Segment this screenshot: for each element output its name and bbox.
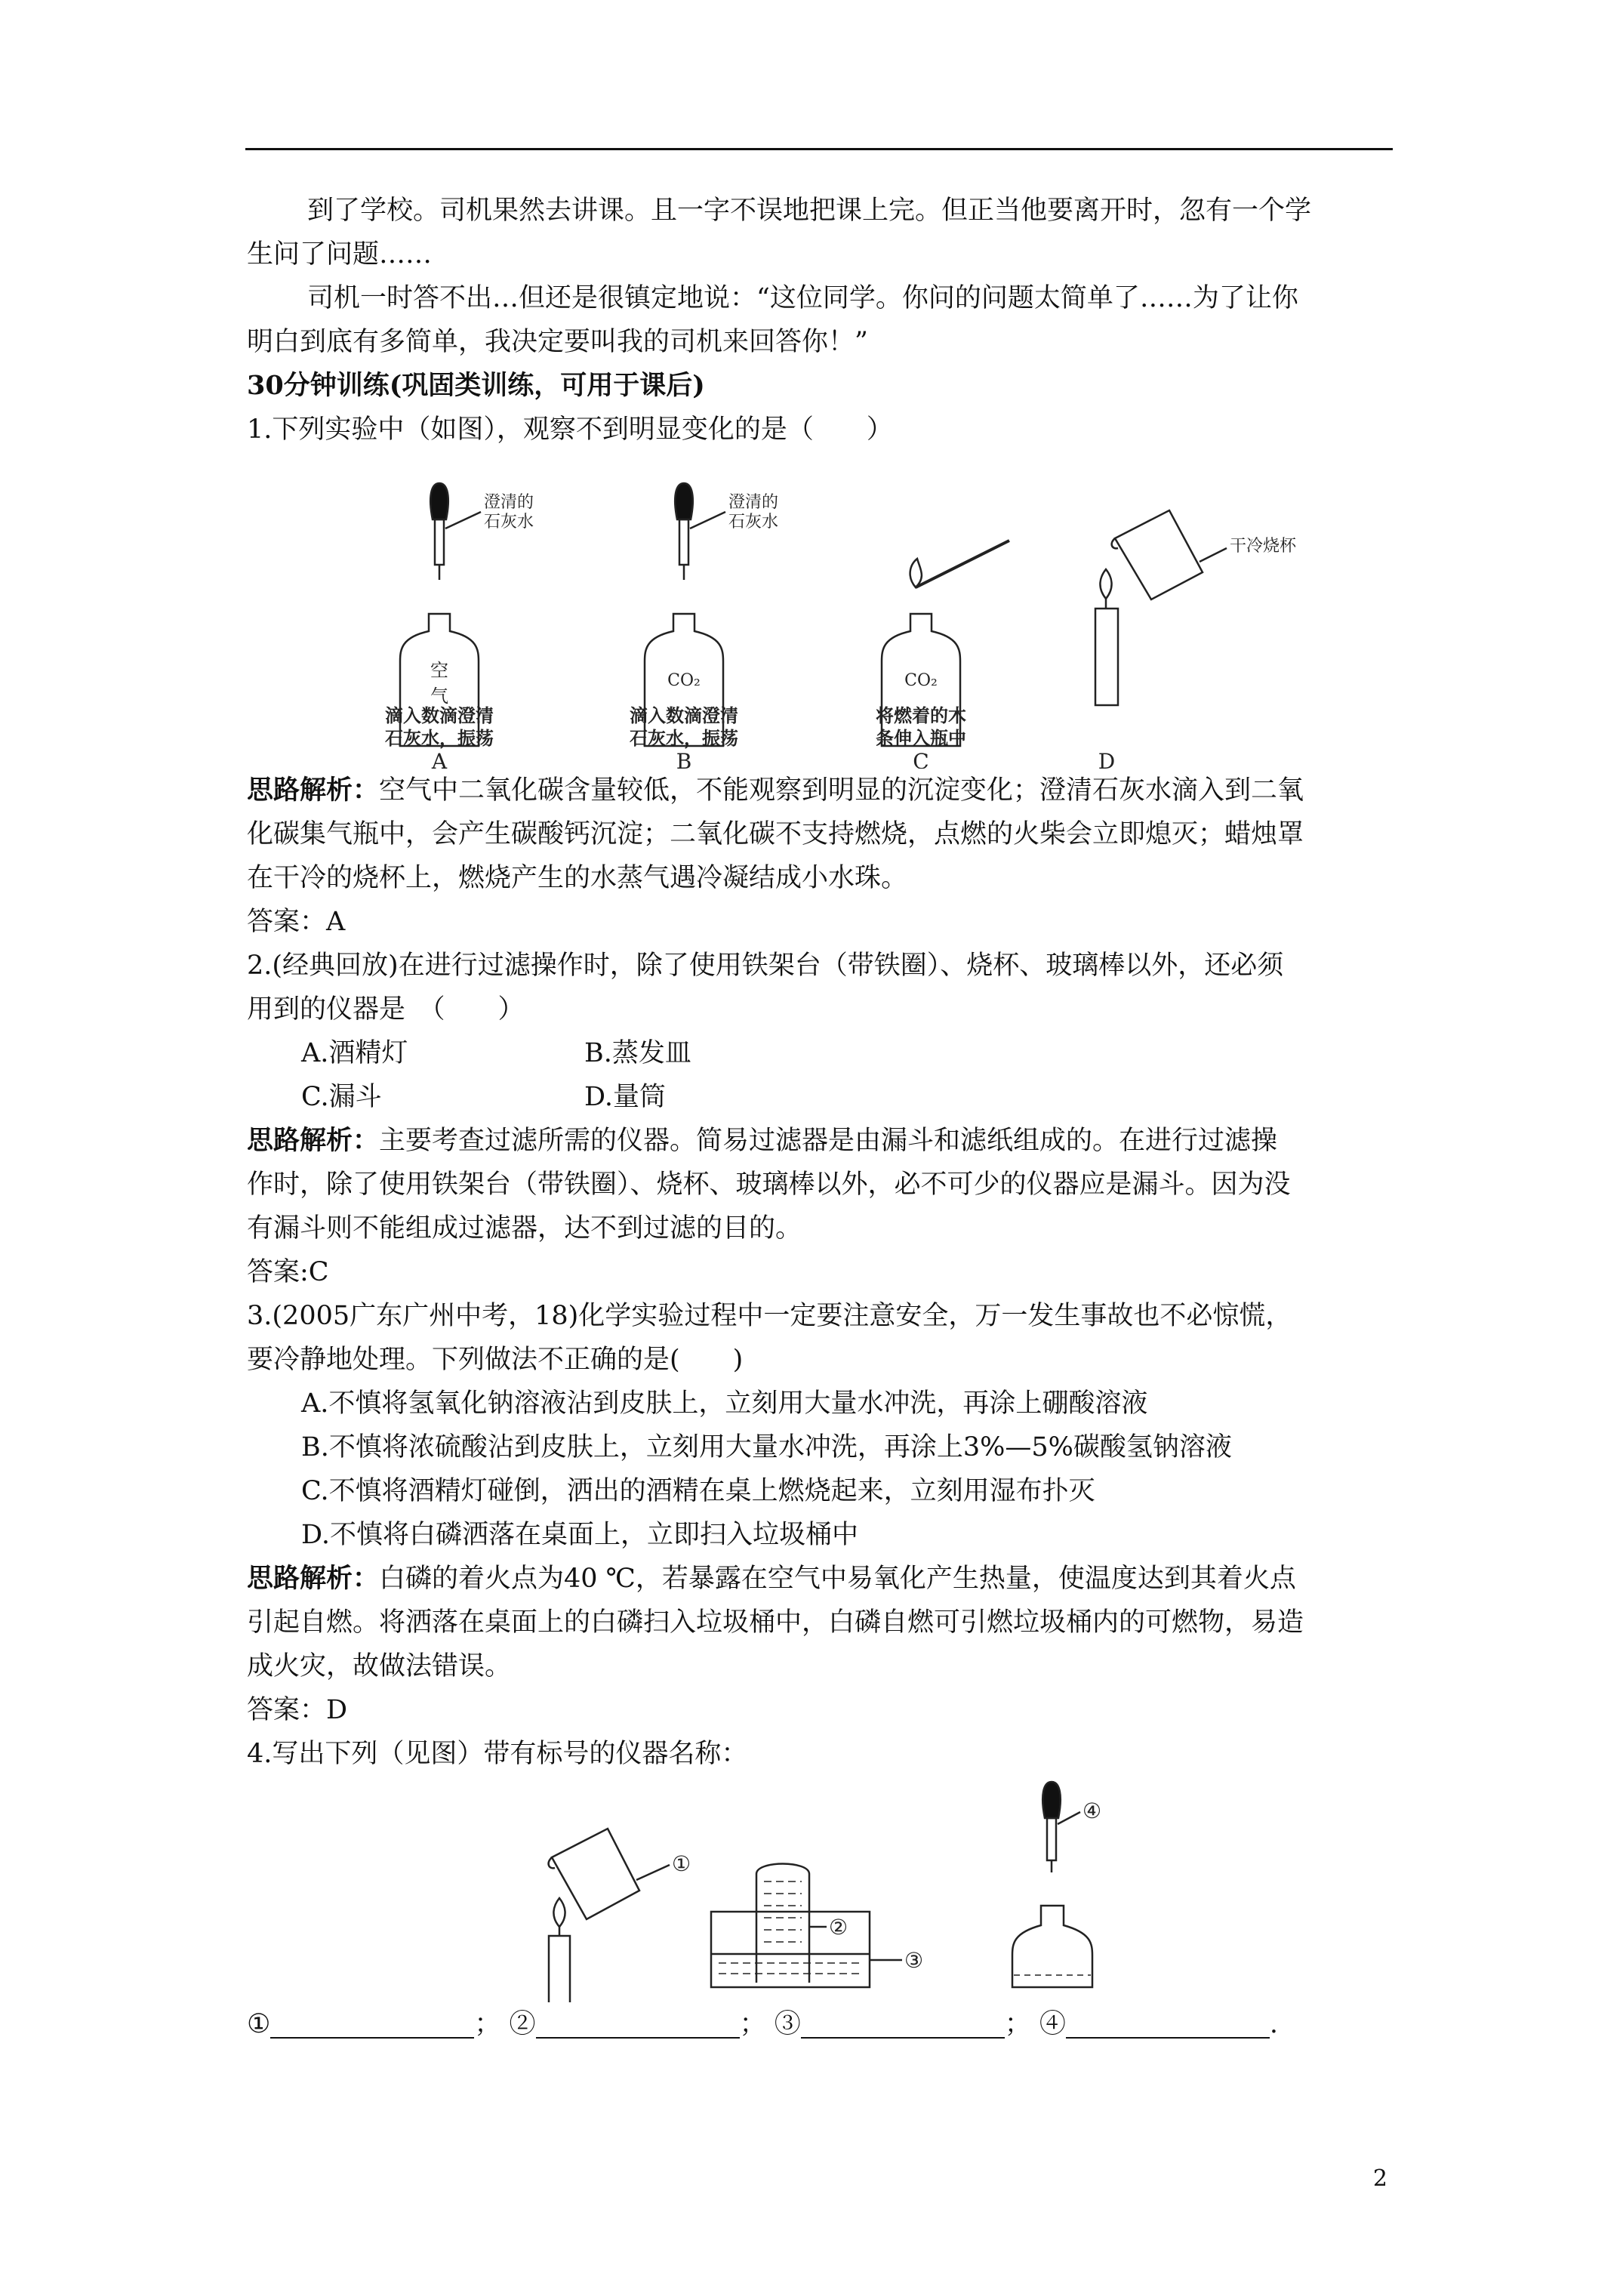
q4-stem: 4.写出下列（见图）带有标号的仪器名称： (247, 1739, 748, 1769)
q1-b-caption-1: 滴入数滴澄清 (630, 704, 738, 726)
q3-answer: 答案：D (247, 1695, 348, 1725)
q1-c-letter: C (913, 749, 929, 769)
q2-option-d: D.量筒 (584, 1082, 666, 1112)
q2-option-c: C.漏斗 (301, 1082, 382, 1112)
intro-para2-line2: 明白到底有多简单，我决定要叫我的司机来回答你！” (247, 327, 868, 357)
q4-blank-label-1: ① (247, 2009, 271, 2039)
q4-blank-label-3: ③ (774, 2009, 801, 2039)
q3-option-c: C.不慎将酒精灯碰倒，洒出的酒精在桌上燃烧起来，立刻用湿布扑灭 (301, 1476, 1095, 1506)
intro-para1-line1: 到了学校。司机果然去讲课。且一字不误地把课上完。但正当他要离开时，忽有一个学 (307, 196, 1312, 226)
intro-para1-line2: 生问了问题…… (247, 239, 433, 270)
q1-figure-svg (247, 451, 1394, 769)
q1-analysis-line2: 化碳集气瓶中，会产生碳酸钙沉淀；二氧化碳不支持燃烧，点燃的火柴会立即熄灭；蜡烛罩 (247, 819, 1304, 849)
q4-separator-2: ； (739, 2009, 766, 2039)
intro-para2-line1: 司机一时答不出…但还是很镇定地说：“这位同学。你问的问题太简单了……为了让你 (307, 283, 1298, 313)
q2-options-row2 (247, 1075, 1394, 1119)
q4-separator-3: ； (1004, 2009, 1031, 2039)
q1-stem: 1.下列实验中（如图），观察不到明显变化的是（ ） (247, 415, 893, 445)
q1-a-letter: A (431, 749, 448, 769)
q1-b-dropper-label-2: 石灰水 (728, 513, 779, 532)
q2-stem-line2: 用到的仪器是 （ ） (247, 994, 525, 1025)
q2-analysis-line3: 有漏斗则不能组成过滤器，达不到过滤的目的。 (247, 1213, 802, 1244)
q1-apparatus-d (1095, 510, 1227, 705)
q4-trough-and-cylinder (711, 1864, 902, 1988)
q2-analysis-label: 思路解析： (247, 1125, 380, 1156)
q1-c-caption-1: 将燃着的木 (876, 704, 966, 726)
q2-analysis-line2: 作时，除了使用铁架台（带铁圈）、烧杯、玻璃棒以外，必不可少的仪器应是漏斗。因为没 (247, 1170, 1291, 1200)
q4-answer-blank-1[interactable] (270, 2007, 474, 2039)
q3-analysis-line1: 白磷的着火点为40 ℃，若暴露在空气中易氧化产生热量，使温度达到其着火点 (379, 1564, 1296, 1594)
q4-blank-label-2: ② (509, 2009, 536, 2039)
q4-figure-label-1: ① (672, 1851, 691, 1876)
q4-figure-label-4: ④ (1083, 1798, 1102, 1823)
q3-option-a: A.不慎将氢氧化钠溶液沾到皮肤上，立刻用大量水冲洗，再涂上硼酸溶液 (301, 1388, 1148, 1419)
q1-c-bottle-text: CO₂ (904, 671, 938, 690)
q1-analysis-line1: 空气中二氧化碳含量较低，不能观察到明显的沉淀变化；澄清石灰水滴入到二氧 (379, 775, 1304, 806)
q3-option-d: D.不慎将白磷洒落在桌面上，立即扫入垃圾桶中 (301, 1520, 858, 1550)
q1-c-caption-2: 条伸入瓶中 (876, 727, 966, 749)
q4-dropper-and-bottle (1012, 1782, 1092, 1987)
q4-figure-label-3: ③ (904, 1948, 924, 1973)
q4-figure-label-2: ② (829, 1915, 848, 1940)
q1-b-letter: B (676, 749, 692, 769)
q4-answer-blank-2[interactable] (536, 2007, 740, 2039)
q1-analysis-label: 思路解析： (247, 775, 380, 806)
q1-d-letter: D (1098, 749, 1116, 769)
q4-figure-svg (247, 1776, 1394, 2002)
q4-separator-1: ； (474, 2009, 501, 2039)
q4-answer-blank-3[interactable] (801, 2007, 1005, 2039)
q2-option-b: B.蒸发皿 (584, 1038, 691, 1068)
document-body (247, 189, 1394, 2046)
q2-answer: 答案:C (247, 1257, 329, 1287)
q4-answer-blank-4[interactable] (1066, 2007, 1270, 2039)
q1-b-caption-2: 石灰水，振荡 (630, 727, 738, 749)
q1-d-beaker-label: 干冷烧杯 (1230, 537, 1297, 556)
q4-beaker-over-candle (549, 1829, 670, 2002)
q4-answer-blanks (247, 2002, 1394, 2046)
q3-stem-line2: 要冷静地处理。下列做法不正确的是( ) (247, 1345, 744, 1375)
q1-figure (247, 451, 1394, 769)
q1-a-bottle-text-1: 空 (430, 660, 448, 681)
q2-analysis-line1: 主要考查过滤所需的仪器。简易过滤器是由漏斗和滤纸组成的。在进行过滤操 (379, 1126, 1278, 1156)
q2-options-row1 (247, 1031, 1394, 1075)
q4-end-mark: . (1269, 2009, 1279, 2039)
q1-a-dropper-label-1: 澄清的 (484, 493, 534, 512)
q1-a-dropper-label-2: 石灰水 (484, 513, 534, 532)
q1-analysis-line3: 在干冷的烧杯上，燃烧产生的水蒸气遇冷凝结成小水珠。 (247, 863, 908, 893)
q4-figure (247, 1776, 1394, 2002)
q2-option-a: A.酒精灯 (301, 1038, 408, 1068)
section-title: 30分钟训练(巩固类训练，可用于课后) (247, 370, 705, 401)
q4-blank-label-4: ④ (1039, 2009, 1066, 2039)
q1-b-dropper-label-1: 澄清的 (728, 493, 779, 512)
header-rule (245, 148, 1393, 150)
q1-b-bottle-text: CO₂ (667, 671, 701, 690)
q3-analysis-label: 思路解析： (247, 1563, 380, 1594)
q1-a-bottle-text-2: 气 (430, 686, 448, 707)
q1-answer: 答案：A (247, 907, 346, 937)
q2-stem-line1: 2.(经典回放)在进行过滤操作时，除了使用铁架台（带铁圈）、烧杯、玻璃棒以外，还必须 (247, 951, 1284, 981)
q1-a-caption-1: 滴入数滴澄清 (385, 704, 494, 726)
q3-stem-line1: 3.(2005广东广州中考，18)化学实验过程中一定要注意安全，万一发生事故也不必惊慌， (247, 1301, 1292, 1331)
q3-option-b: B.不慎将浓硫酸沾到皮肤上，立刻用大量水冲洗，再涂上3%—5%碳酸氢钠溶液 (301, 1432, 1232, 1462)
page-number: 2 (1372, 2165, 1387, 2192)
q3-analysis-line3: 成火灾，故做法错误。 (247, 1651, 512, 1681)
q1-a-caption-2: 石灰水，振荡 (385, 727, 494, 749)
q3-analysis-line2: 引起自燃。将洒落在桌面上的白磷扫入垃圾桶中，白磷自燃可引燃垃圾桶内的可燃物，易造 (247, 1607, 1304, 1638)
